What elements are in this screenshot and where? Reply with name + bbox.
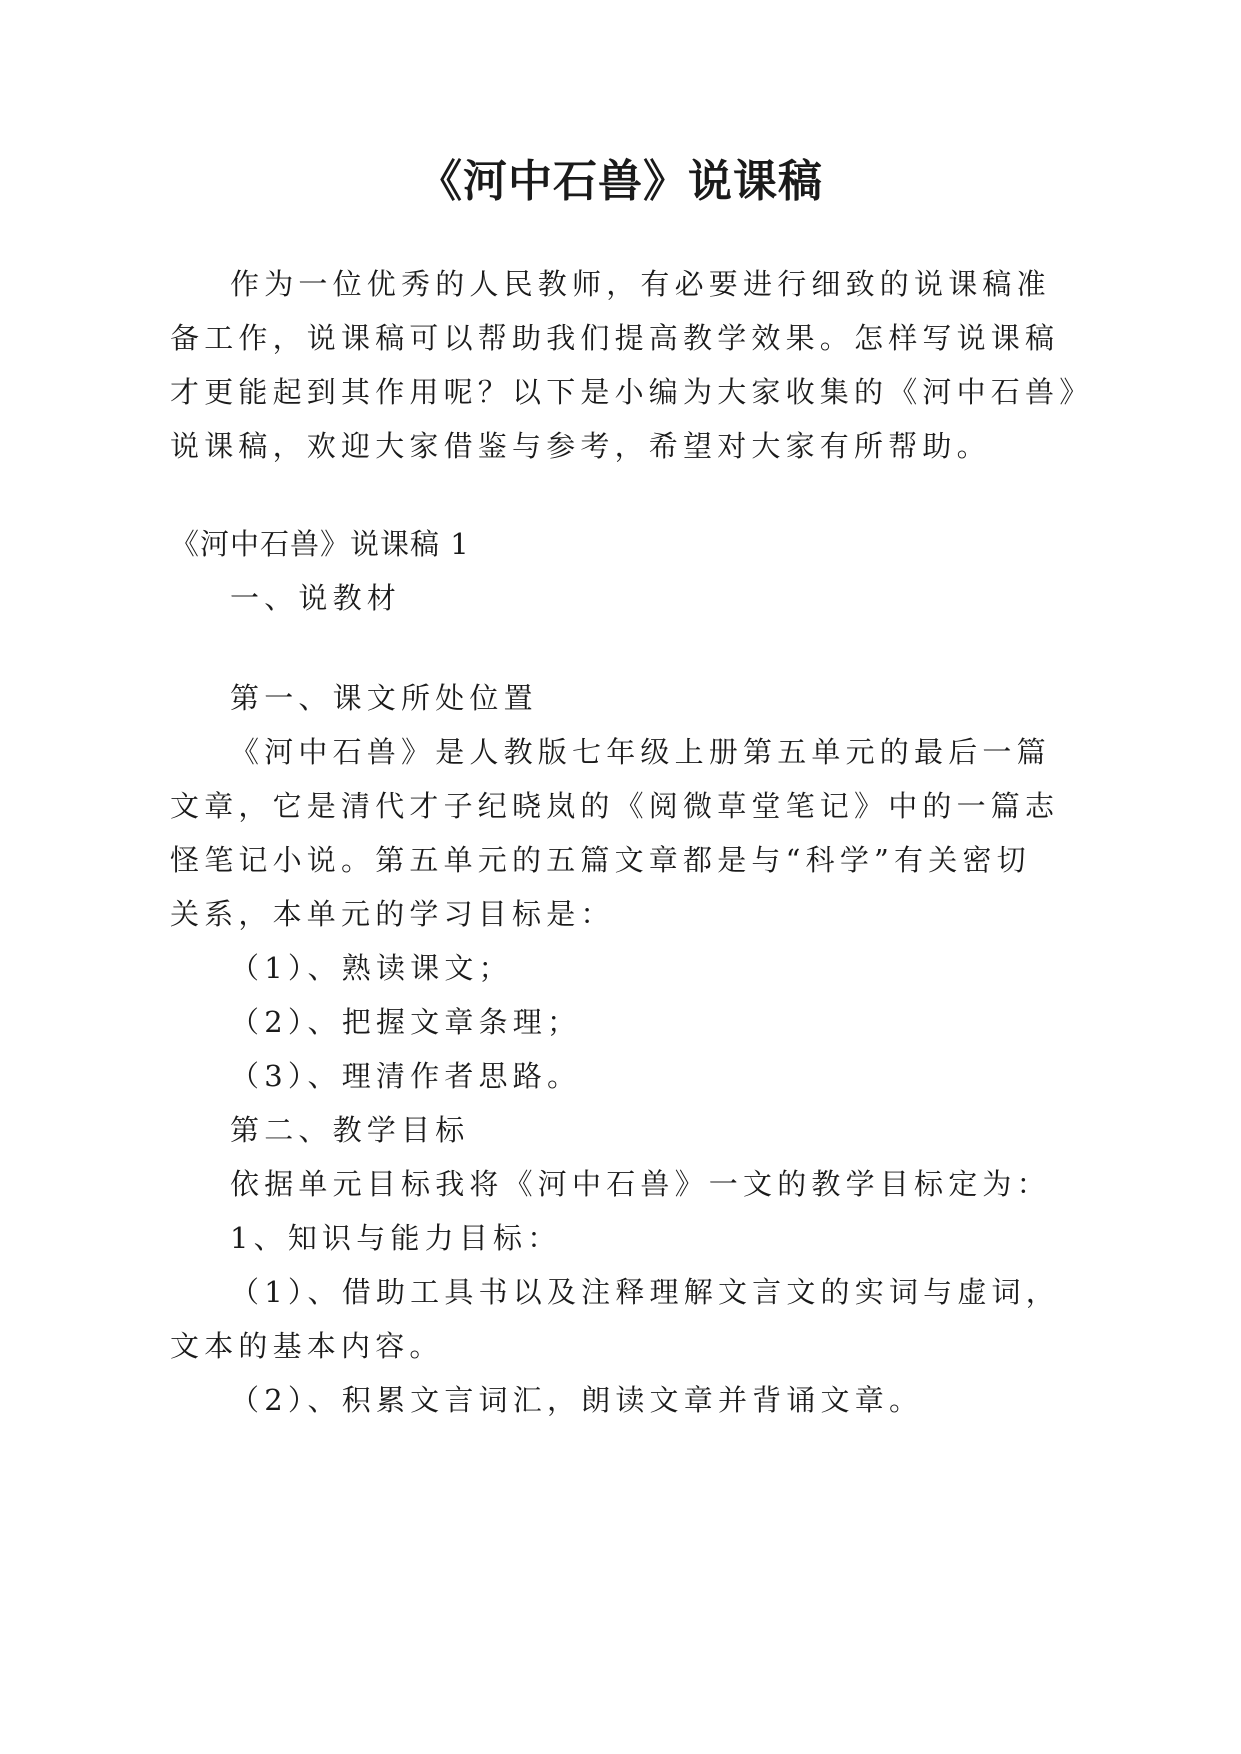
document-title: 《河中石兽》说课稿 [418, 156, 823, 207]
position-line: 文章，它是清代才子纪晓岚的《阅微草堂笔记》中的一篇志 [170, 789, 1060, 823]
unit-goal-item: （2）、把握文章条理； [230, 1005, 582, 1039]
position-line: 《河中石兽》是人教版七年级上册第五单元的最后一篇 [230, 735, 1051, 769]
intro-line: 作为一位优秀的人民教师，有必要进行细致的说课稿准 [230, 267, 1051, 301]
position-heading: 第一、课文所处位置 [230, 681, 538, 715]
intro-line: 备工作，说课稿可以帮助我们提高教学效果。怎样写说课稿 [170, 321, 1060, 355]
knowledge-heading: 1、知识与能力目标： [230, 1221, 562, 1255]
knowledge-item-line: 文本的基本内容。 [170, 1329, 444, 1363]
position-line: 怪笔记小说。第五单元的五篇文章都是与“科学”有关密切 [170, 843, 1031, 877]
intro-line: 说课稿，欢迎大家借鉴与参考，希望对大家有所帮助。 [170, 429, 991, 463]
intro-line: 才更能起到其作用呢？以下是小编为大家收集的《河中石兽》 [170, 375, 1094, 409]
section-heading: 《河中石兽》说课稿 1 [170, 527, 470, 561]
position-line: 关系，本单元的学习目标是： [170, 897, 615, 931]
knowledge-item-2: （2）、积累文言词汇，朗读文章并背诵文章。 [230, 1383, 924, 1417]
part-one-heading: 一、说教材 [230, 581, 402, 615]
unit-goal-item: （3）、理清作者思路。 [230, 1059, 582, 1093]
unit-goal-item: （1）、熟读课文； [230, 951, 513, 985]
knowledge-item-line: （1）、借助工具书以及注释理解文言文的实词与虚词， [230, 1275, 1060, 1309]
goals-intro: 依据单元目标我将《河中石兽》一文的教学目标定为： [230, 1167, 1051, 1201]
goals-heading: 第二、教学目标 [230, 1113, 470, 1147]
